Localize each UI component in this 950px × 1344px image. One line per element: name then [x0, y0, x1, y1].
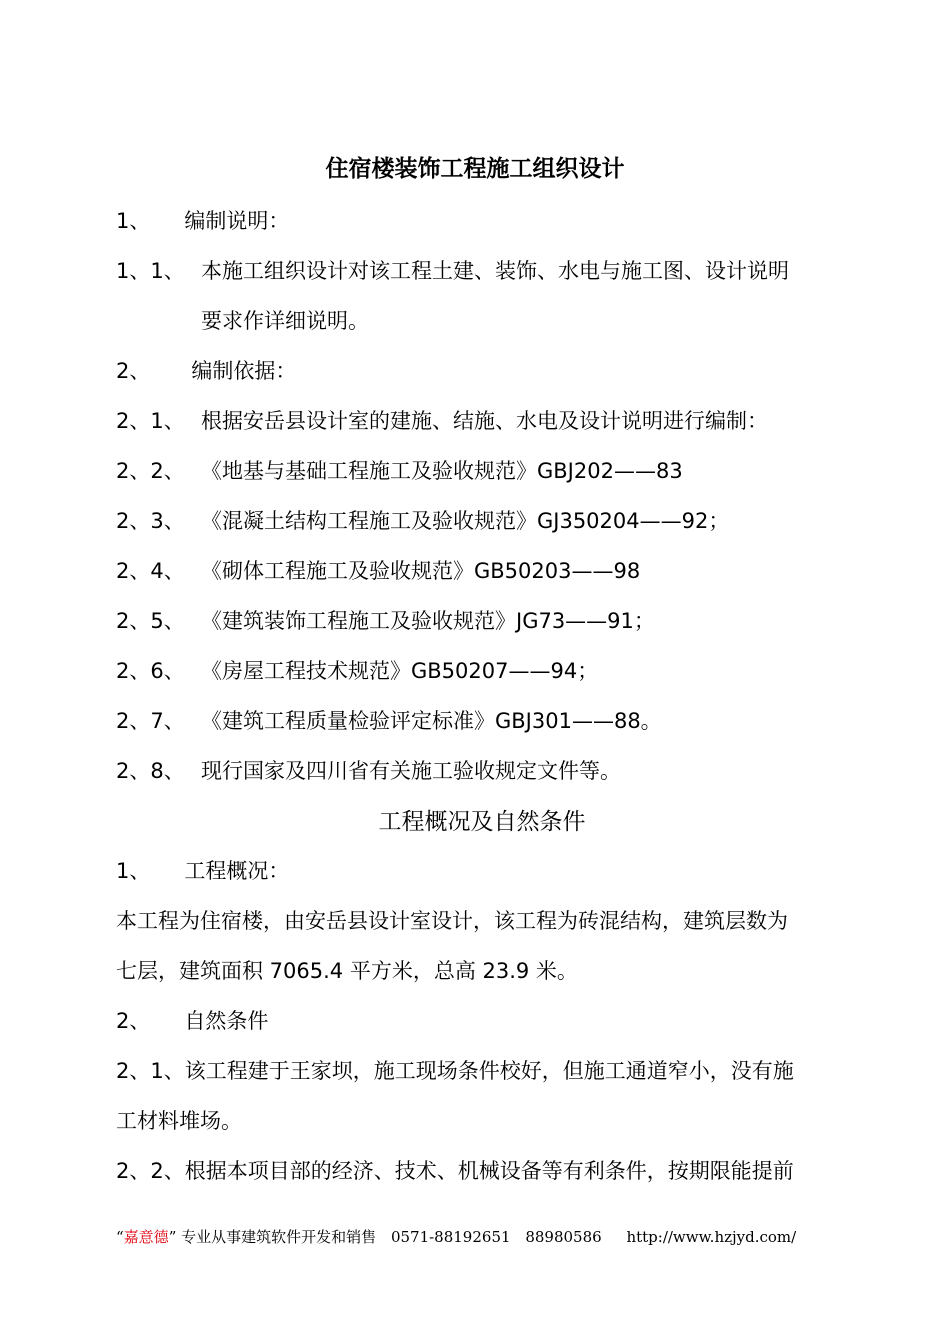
item-text: 自然条件 [184, 1009, 269, 1033]
item-text: 《房屋工程技术规范》GB50207——94； [201, 659, 599, 683]
item-text: 《地基与基础工程施工及验收规范》GBJ202——83 [201, 459, 683, 483]
list-item-continuation: 要求作详细说明。 [201, 309, 369, 333]
item-text: 根据安岳县设计室的建施、结施、水电及设计说明进行编制： [201, 409, 768, 433]
item-text: 工程概况： [184, 859, 290, 883]
list-item [116, 456, 683, 486]
item-text: 本施工组织设计对该工程土建、装饰、水电与施工图、设计说明 [201, 259, 789, 283]
item-number: 2、2、 [116, 459, 185, 483]
list-item [116, 706, 662, 736]
item-number: 2、1、 [116, 409, 185, 433]
list-item [116, 606, 655, 636]
footer-phone-2: 88980586 [525, 1228, 602, 1246]
page-footer [116, 1226, 796, 1247]
item-text: 现行国家及四川省有关施工验收规定文件等。 [201, 759, 621, 783]
footer-url-link[interactable]: http://www.hzjyd.com/ [626, 1228, 797, 1246]
heading-natural-conditions [116, 1006, 268, 1036]
list-item [116, 506, 729, 536]
item-text: 编制依据： [191, 359, 297, 383]
paragraph-line: 2、2、根据本项目部的经济、技术、机械设备等有利条件，按期限能提前 [116, 1159, 794, 1183]
item-number: 1、 [116, 209, 151, 233]
paragraph-line: 2、1、该工程建于王家坝，施工现场条件校好，但施工通道窄小，没有施 [116, 1059, 794, 1083]
item-number: 2、 [116, 1009, 151, 1033]
heading-compile-basis [116, 356, 296, 386]
document-title: 住宿楼装饰工程施工组织设计 [325, 156, 625, 182]
item-number: 2、8、 [116, 759, 185, 783]
heading-compile-notes [116, 206, 289, 236]
footer-quote-close: ” [168, 1228, 177, 1246]
item-number: 2、4、 [116, 559, 185, 583]
paragraph-line: 工材料堆场。 [116, 1109, 242, 1133]
list-item [116, 756, 621, 786]
footer-phone-1: 0571-88192651 [390, 1228, 511, 1246]
item-text: 《建筑工程质量检验评定标准》GBJ301——88。 [201, 709, 662, 733]
footer-description: 专业从事建筑软件开发和销售 [181, 1228, 377, 1246]
section-title: 工程概况及自然条件 [378, 809, 586, 835]
footer-brand: 嘉意德 [123, 1228, 169, 1246]
list-item [116, 556, 640, 586]
item-text: 《混凝土结构工程施工及验收规范》GJ350204——92； [201, 509, 730, 533]
item-text: 《建筑装饰工程施工及验收规范》JG73——91； [201, 609, 655, 633]
list-item [116, 656, 598, 686]
heading-project-overview [116, 856, 289, 886]
footer-quote-open: “ [116, 1228, 124, 1246]
paragraph-line: 本工程为住宿楼，由安岳县设计室设计，该工程为砖混结构，建筑层数为 [116, 909, 788, 933]
item-text: 编制说明： [184, 209, 290, 233]
item-number: 2、6、 [116, 659, 185, 683]
item-number: 2、7、 [116, 709, 185, 733]
item-number: 2、 [116, 359, 151, 383]
list-item [116, 406, 768, 436]
item-number: 2、3、 [116, 509, 185, 533]
item-number: 1、 [116, 859, 151, 883]
list-item [116, 256, 789, 286]
item-number: 2、5、 [116, 609, 185, 633]
item-text: 《砌体工程施工及验收规范》GB50203——98 [201, 559, 641, 583]
item-number: 1、1、 [116, 259, 185, 283]
paragraph-line: 七层，建筑面积 7065.4 平方米，总高 23.9 米。 [116, 959, 578, 983]
